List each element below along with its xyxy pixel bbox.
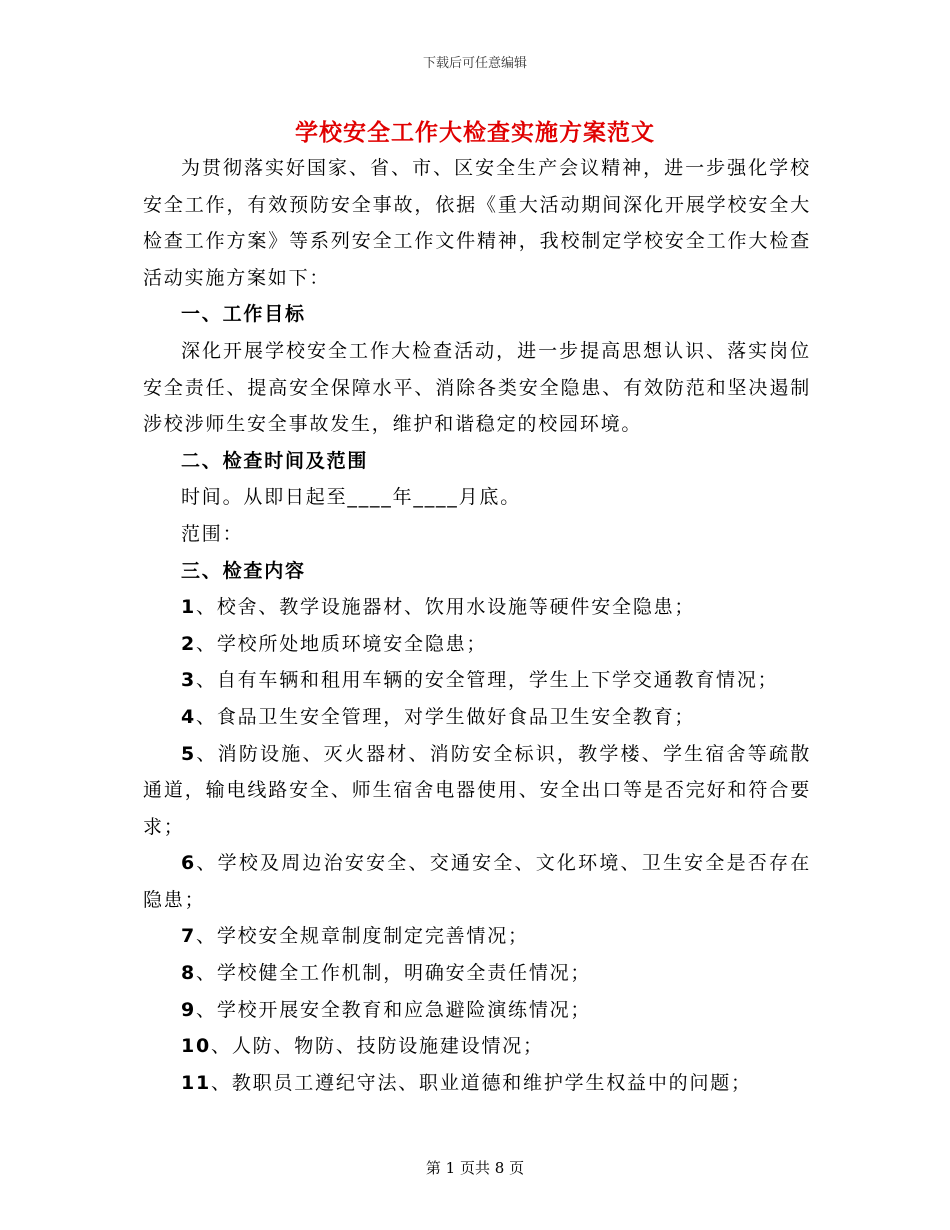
section-heading-goal: 一、工作目标 xyxy=(181,303,306,326)
list-item xyxy=(143,626,811,663)
scope-line: 范围： xyxy=(181,522,244,545)
list-item xyxy=(143,699,811,736)
list-item xyxy=(143,955,811,992)
document-body xyxy=(143,150,811,1101)
time-line: 时间。从即日起至____年____月底。 xyxy=(181,486,522,509)
page-number: 第 1 页共 8 页 xyxy=(425,1159,525,1177)
list-item xyxy=(143,662,811,699)
list-item-number: 5 xyxy=(181,742,197,765)
list-item xyxy=(143,918,811,955)
list-item xyxy=(143,1065,811,1102)
section-heading-time-scope: 二、检查时间及范围 xyxy=(181,449,369,472)
document-title: 学校安全工作大检查实施方案范文 xyxy=(295,120,655,146)
list-item xyxy=(143,845,811,918)
list-item-number: 7 xyxy=(181,925,197,948)
list-item-text: 、消防设施、灭火器材、消防安全标识，教学楼、学生宿舍等疏散通道，输电线路安全、师生宿舍电器使用、安全出口等是否完好和符合要求； xyxy=(143,742,811,838)
list-item-text: 、校舍、教学设施器材、饮用水设施等硬件安全隐患； xyxy=(196,596,696,619)
list-item-number: 11 xyxy=(181,1071,212,1094)
list-item-number: 3 xyxy=(181,669,197,692)
list-item-text: 、食品卫生安全管理，对学生做好食品卫生安全教育； xyxy=(196,705,696,728)
intro-paragraph: 为贯彻落实好国家、省、市、区安全生产会议精神，进一步强化学校安全工作，有效预防安全事故，依据《重大活动期间深化开展学校安全大检查工作方案》等系列安全工作文件精神，我校制定学校安全工作大检查活动实施方案如下： xyxy=(143,157,811,289)
list-item xyxy=(143,736,811,846)
list-item-text: 、学校所处地质环境安全隐患； xyxy=(196,632,488,655)
list-item-text: 、学校及周边治安安全、交通安全、文化环境、卫生安全是否存在隐患； xyxy=(143,852,811,911)
list-item xyxy=(143,589,811,626)
list-item-number: 10 xyxy=(181,1035,212,1058)
list-item-text: 、学校开展安全教育和应急避险演练情况； xyxy=(196,998,592,1021)
list-item-text: 、学校安全规章制度制定完善情况； xyxy=(196,925,529,948)
list-item-text: 、自有车辆和租用车辆的安全管理，学生上下学交通教育情况； xyxy=(196,669,779,692)
list-item-number: 1 xyxy=(181,596,197,619)
list-item-number: 9 xyxy=(181,998,197,1021)
header-note: 下载后可任意编辑 xyxy=(422,56,527,71)
list-item-text: 、学校健全工作机制，明确安全责任情况； xyxy=(196,962,592,985)
list-item-text: 、人防、物防、技防设施建设情况； xyxy=(211,1035,544,1058)
list-item-number: 8 xyxy=(181,962,197,985)
goal-paragraph: 深化开展学校安全工作大检查活动，进一步提高思想认识、落实岗位安全责任、提高安全保障水平、消除各类安全隐患、有效防范和坚决遏制涉校涉师生安全事故发生，维护和谐稳定的校园环境。 xyxy=(143,339,811,436)
list-item xyxy=(143,992,811,1029)
list-item-number: 4 xyxy=(181,705,197,728)
list-item-number: 6 xyxy=(181,852,197,875)
list-item-text: 、教职员工遵纪守法、职业道德和维护学生权益中的问题； xyxy=(211,1071,752,1094)
list-item xyxy=(143,1028,811,1065)
section-heading-content: 三、检查内容 xyxy=(181,559,306,582)
list-item-number: 2 xyxy=(181,632,197,655)
